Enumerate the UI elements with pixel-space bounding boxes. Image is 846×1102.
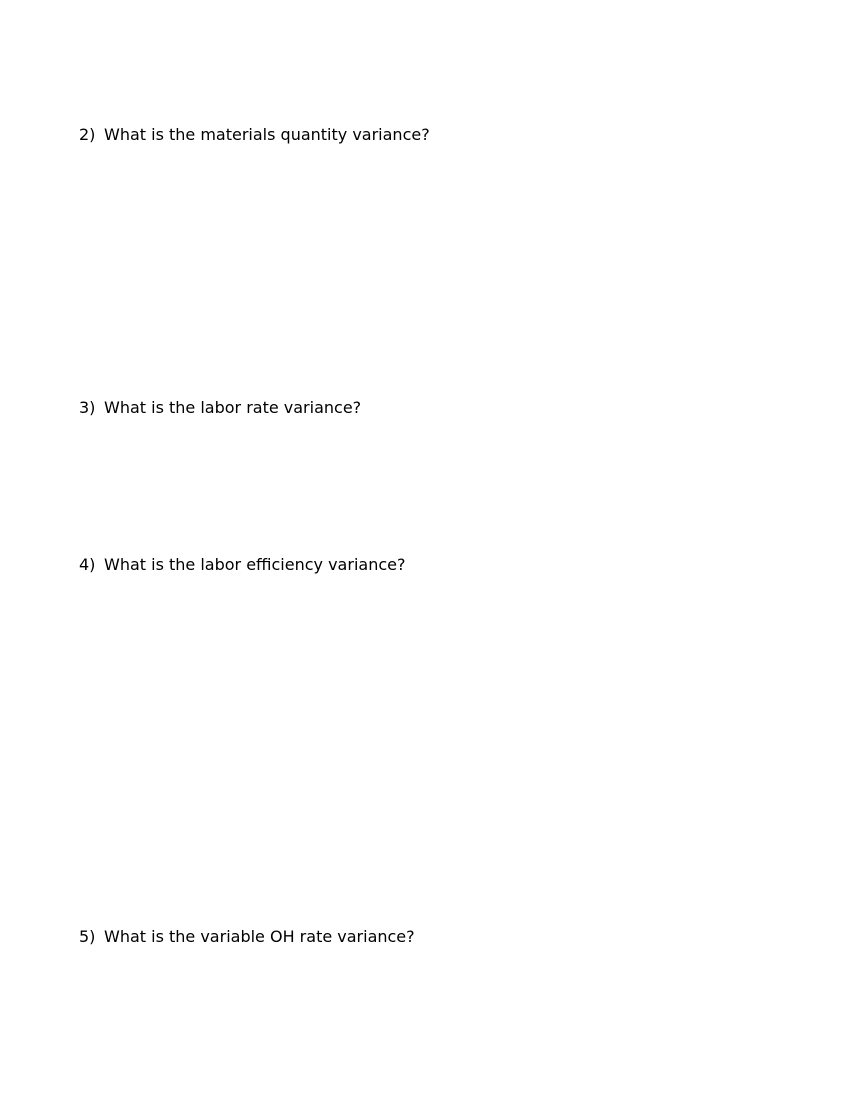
question-number: 5): [79, 927, 96, 946]
question-text: What is the labor efficiency variance?: [104, 555, 406, 574]
question-4: [79, 555, 405, 575]
question-text: What is the labor rate variance?: [104, 398, 362, 417]
question-number: 3): [79, 398, 96, 417]
question-5: [79, 927, 415, 947]
question-number: 2): [79, 125, 96, 144]
question-3: [79, 398, 361, 418]
question-2: [79, 125, 430, 145]
question-text: What is the materials quantity variance?: [104, 125, 430, 144]
question-text: What is the variable OH rate variance?: [104, 927, 415, 946]
question-number: 4): [79, 555, 96, 574]
